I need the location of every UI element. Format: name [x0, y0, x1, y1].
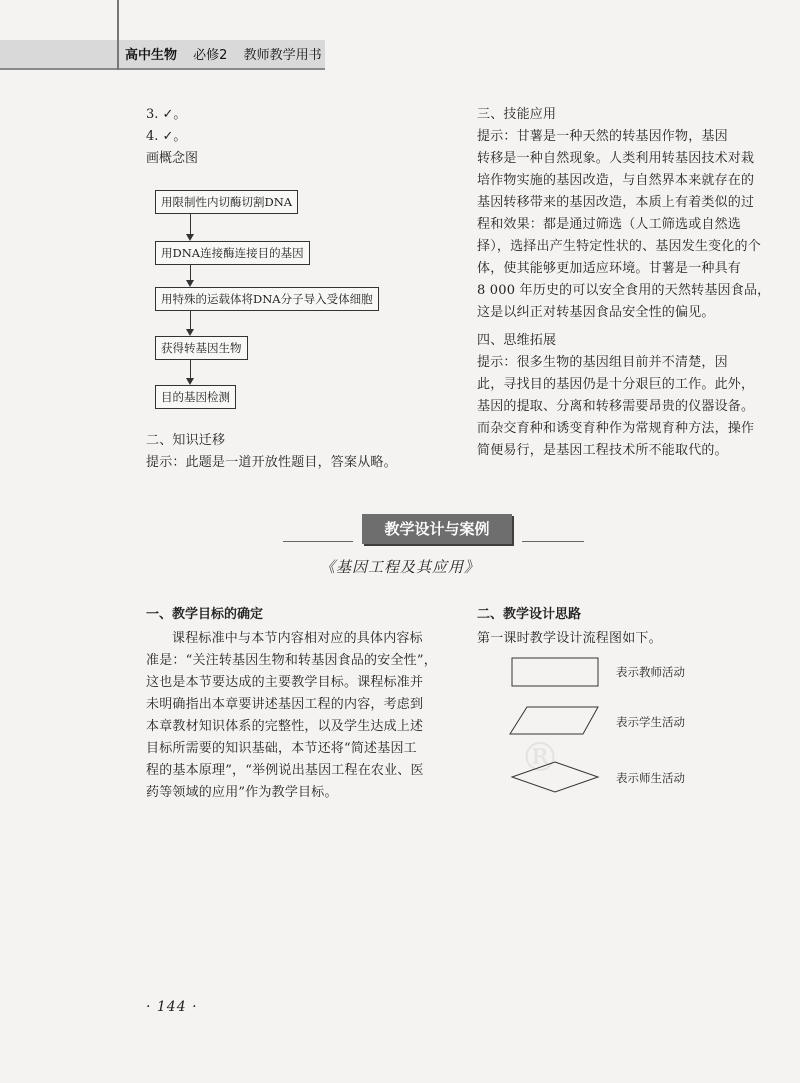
legend-label-teacher: 表示教师活动	[616, 665, 685, 679]
header-volume: 必修2	[193, 48, 228, 63]
goals-line: 准是：“关注转基因生物和转基因食品的安全性”，	[146, 653, 437, 668]
flow-arrow-head-4	[186, 378, 194, 385]
section-banner: 教学设计与案例	[362, 514, 512, 544]
banner-rule-right	[522, 541, 584, 542]
flow-arrow-head-3	[186, 329, 194, 336]
flow-step-5: 目的基因检测	[155, 385, 236, 409]
header-book: 高中生物	[125, 48, 178, 63]
legend-rectangle-shape	[512, 658, 598, 686]
legend-label-both: 表示师生活动	[616, 771, 685, 785]
flow-arrow-3	[190, 311, 191, 331]
legend-label-student: 表示学生活动	[616, 715, 685, 729]
goals-line: 本章教材知识体系的完整性，以及学生达成上述	[146, 719, 424, 734]
flowchart-legend-shapes	[505, 652, 605, 802]
goals-line: 目标所需要的知识基础，本节还将“简述基因工	[146, 741, 417, 756]
answer-item-3: 3. ✓。	[146, 107, 187, 122]
design-ideas-intro: 第一课时教学设计流程图如下。	[477, 631, 662, 646]
thinking-line: 提示：很多生物的基因组目前并不清楚，因	[477, 355, 728, 370]
skill-paragraph	[477, 126, 770, 324]
case-title: 《基因工程及其应用》	[319, 558, 480, 576]
knowledge-transfer-heading: 二、知识迁移	[146, 433, 226, 448]
answer-item-4: 4. ✓。	[146, 129, 187, 144]
flow-step-3: 用特殊的运载体将DNA分子导入受体细胞	[155, 287, 379, 311]
skill-line: 基因转移带来的基因改造，本质上有着类似的过	[477, 195, 755, 210]
flow-arrow-4	[190, 360, 191, 380]
goals-line: 未明确指出本章要讲述基因工程的内容，考虑到	[146, 697, 424, 712]
thinking-heading: 四、思维拓展	[477, 333, 557, 348]
page-number: · 144 ·	[146, 999, 198, 1015]
goals-line: 这也是本节要达成的主要教学目标。课程标准并	[146, 675, 424, 690]
skill-line: 体，使其能够更加适应环境。甘薯是一种具有	[477, 261, 742, 276]
flow-step-2: 用DNA连接酶连接目的基因	[155, 241, 310, 265]
knowledge-transfer-text: 提示：此题是一道开放性题目，答案从略。	[146, 455, 397, 470]
skill-line: 转移是一种自然现象。人类利用转基因技术对栽	[477, 151, 755, 166]
goals-line: 程的基本原理”，“举例说出基因工程在农业、医	[146, 763, 424, 778]
goals-line: 药等领域的应用”作为教学目标。	[146, 785, 338, 800]
legend-parallelogram-shape	[510, 707, 598, 734]
watermark: ®	[520, 735, 566, 781]
skill-line: 程和效果：都是通过筛选（人工筛选或自然选	[477, 217, 742, 232]
legend-diamond-shape	[512, 762, 598, 792]
skill-line: 培作物实施的基因改造，与自然界本来就存在的	[477, 173, 755, 188]
flow-arrow-1	[190, 214, 191, 236]
flow-arrow-head-1	[186, 234, 194, 241]
header-usage: 教师教学用书	[243, 48, 322, 63]
skill-line: 8 000 年历史的可以安全食用的天然转基因食品，	[477, 283, 771, 298]
flow-arrow-head-2	[186, 280, 194, 287]
thinking-line: 此，寻找目的基因仍是十分艰巨的工作。此外，	[477, 377, 755, 392]
flow-step-1: 用限制性内切酶切割DNA	[155, 190, 298, 214]
skill-heading: 三、技能应用	[477, 107, 557, 122]
flow-step-4: 获得转基因生物	[155, 336, 248, 360]
thinking-paragraph	[477, 352, 754, 462]
thinking-line: 简便易行，是基因工程技术所不能取代的。	[477, 443, 728, 458]
teaching-goals-paragraph	[146, 628, 446, 804]
banner-rule-left	[283, 541, 353, 542]
skill-line: 这是以纠正对转基因食品安全性的偏见。	[477, 305, 715, 320]
goals-line: 课程标准中与本节内容相对应的具体内容标	[172, 631, 423, 646]
header-divider	[117, 0, 119, 70]
concept-map-title: 画概念图	[146, 151, 199, 166]
running-header	[125, 44, 334, 63]
skill-line: 提示：甘薯是一种天然的转基因作物，基因	[477, 129, 728, 144]
thinking-line: 而杂交育种和诱变育种作为常规育种方法，操作	[477, 421, 755, 436]
skill-line: 择），选择出产生特定性状的、基因发生变化的个	[477, 239, 761, 254]
thinking-line: 基因的提取、分离和转移需要昂贵的仪器设备。	[477, 399, 755, 414]
design-ideas-heading: 二、教学设计思路	[477, 607, 582, 622]
teaching-goals-heading: 一、教学目标的确定	[146, 607, 264, 622]
